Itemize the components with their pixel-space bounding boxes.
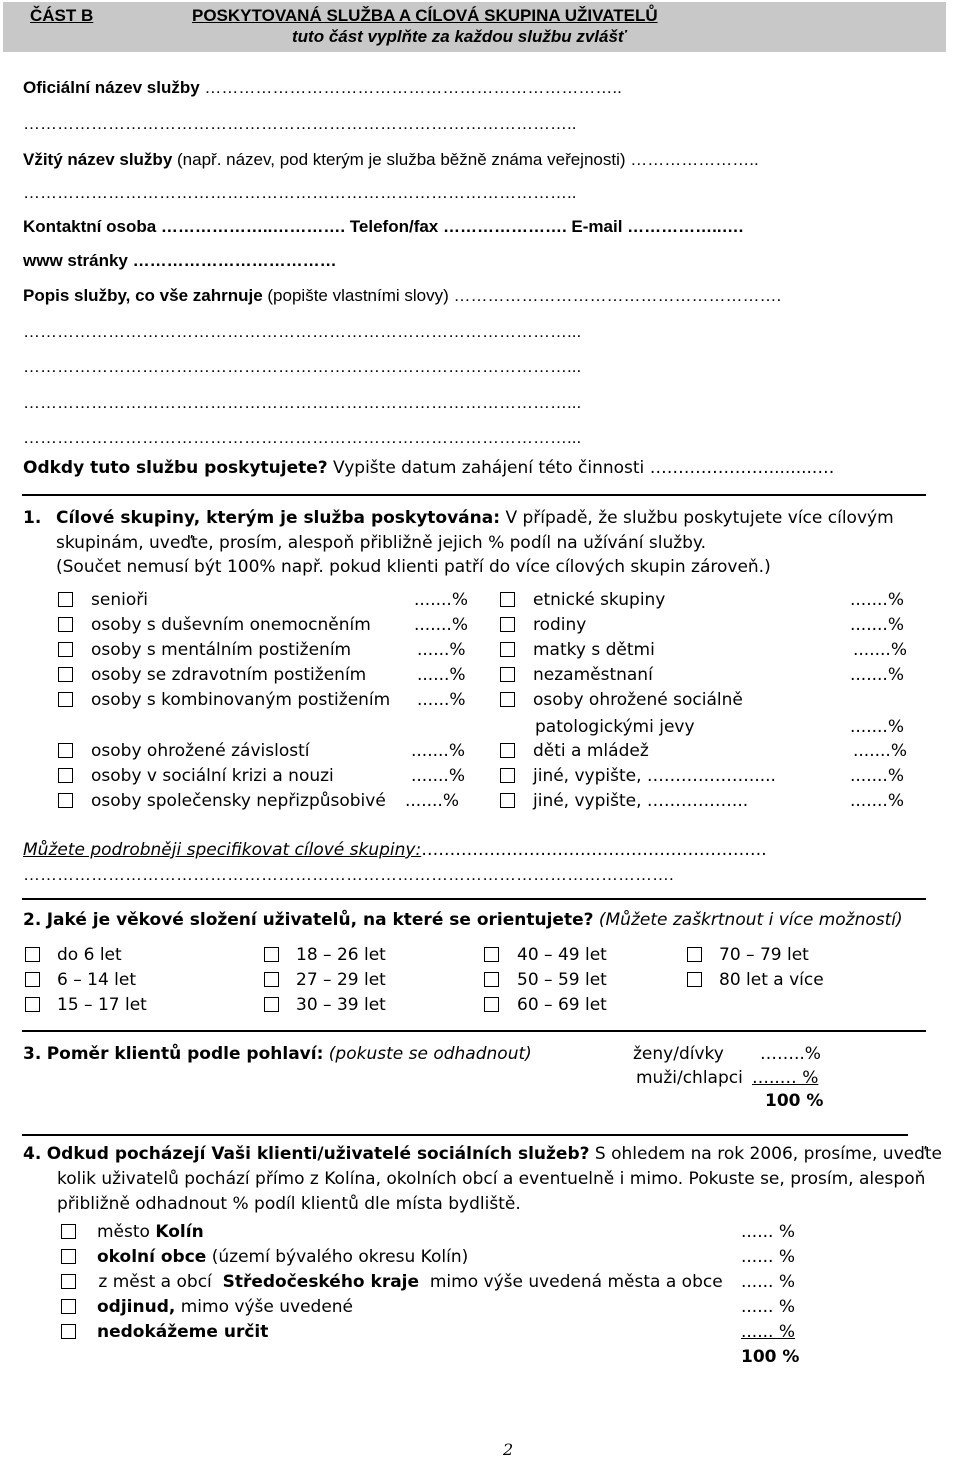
q1-text-1: V případě, že službu poskytujete více cílovým bbox=[505, 508, 894, 528]
target-group-percent[interactable]: .......% bbox=[411, 741, 465, 761]
target-group-label: nezaměstnaní bbox=[533, 665, 653, 685]
checkbox[interactable] bbox=[687, 972, 702, 987]
specify-row bbox=[23, 840, 767, 860]
description-hint: (popište vlastními slovy) bbox=[267, 286, 449, 305]
origin-percent[interactable]: ...... % bbox=[741, 1222, 795, 1242]
origin-text: z měst a obcí bbox=[93, 1272, 223, 1292]
divider bbox=[22, 898, 926, 900]
age-option: 27 – 29 let bbox=[296, 970, 386, 990]
target-group-label[interactable]: jiné, vypište, ………………..... bbox=[533, 766, 776, 786]
origin-emphasis: odjinud, bbox=[97, 1297, 176, 1317]
official-name-field[interactable]: ……………………………………………………………….. bbox=[204, 78, 622, 97]
specify-field-continuation[interactable]: ……………………………………………………………………………………………………. bbox=[23, 865, 674, 884]
target-group-label: osoby v sociální krizi a nouzi bbox=[91, 766, 334, 786]
checkbox[interactable] bbox=[264, 997, 279, 1012]
description-line[interactable]: ……………………………………………………………………………………... bbox=[23, 357, 582, 376]
age-option: 60 – 69 let bbox=[517, 995, 607, 1015]
target-group-percent[interactable]: .......% bbox=[850, 665, 904, 685]
target-group-percent[interactable]: .......% bbox=[414, 615, 468, 635]
page-number: 2 bbox=[503, 1440, 514, 1459]
age-option: 6 – 14 let bbox=[57, 970, 137, 990]
checkbox[interactable] bbox=[264, 972, 279, 987]
checkbox[interactable] bbox=[58, 793, 73, 808]
checkbox[interactable] bbox=[264, 947, 279, 962]
description-line[interactable]: ……………………………………………………………………………………... bbox=[23, 428, 582, 447]
q3-hint: (pokuste se odhadnout) bbox=[328, 1044, 532, 1064]
q1-number: 1. bbox=[23, 508, 42, 528]
target-group-percent[interactable]: .......% bbox=[405, 791, 459, 811]
origin-percent[interactable]: ...... % bbox=[741, 1297, 795, 1317]
origin-label bbox=[97, 1222, 204, 1242]
checkbox[interactable] bbox=[500, 642, 515, 657]
section-subtitle: tuto část vyplňte za každou službu zvlášť bbox=[292, 27, 627, 46]
used-name-hint: (např. název, pod kterým je služba běžně známa veřejnosti) bbox=[177, 150, 626, 169]
checkbox[interactable] bbox=[25, 997, 40, 1012]
target-group-label: děti a mládež bbox=[533, 741, 649, 761]
www-row[interactable]: www stránky ……………………………… bbox=[23, 251, 337, 270]
checkbox[interactable] bbox=[58, 667, 73, 682]
target-group-label: osoby s duševním onemocněním bbox=[91, 615, 371, 635]
official-name-label: Oficiální název služby bbox=[23, 78, 200, 97]
origin-emphasis: Středočeského kraje bbox=[222, 1272, 420, 1292]
official-name-row bbox=[23, 78, 622, 98]
since-row bbox=[23, 458, 834, 478]
q1-text-3: (Součet nemusí být 100% např. pokud klienti patří do více cílových skupin zároveň.) bbox=[56, 557, 771, 577]
description-row bbox=[23, 286, 781, 306]
checkbox[interactable] bbox=[500, 617, 515, 632]
description-label: Popis služby, co vše zahrnuje bbox=[23, 286, 263, 305]
q4-text-1: S ohledem na rok 2006, prosíme, uveďte bbox=[594, 1144, 943, 1164]
target-group-percent[interactable]: .......% bbox=[853, 640, 907, 660]
target-group-label: osoby s kombinovaným postižením bbox=[91, 690, 391, 710]
target-group-label: etnické skupiny bbox=[533, 590, 666, 610]
checkbox[interactable] bbox=[484, 972, 499, 987]
q4-text-3: přibližně odhadnout % podíl klientů dle místa bydliště. bbox=[57, 1194, 521, 1214]
checkbox[interactable] bbox=[61, 1249, 76, 1264]
used-name-continuation[interactable]: …………………………………………………………………………………….. bbox=[23, 183, 577, 202]
since-field[interactable]: ………………….........… bbox=[649, 458, 835, 478]
q4-title: Odkud pocházejí Vaši klienti/uživatelé sociálních služeb? bbox=[46, 1144, 590, 1164]
women-value[interactable]: ……..% bbox=[760, 1044, 821, 1064]
origin-emphasis: nedokážeme určit bbox=[97, 1322, 269, 1342]
checkbox[interactable] bbox=[61, 1274, 76, 1289]
checkbox[interactable] bbox=[687, 947, 702, 962]
checkbox[interactable] bbox=[61, 1324, 76, 1339]
age-option: 70 – 79 let bbox=[719, 945, 809, 965]
used-name-label: Vžitý název služby bbox=[23, 150, 173, 169]
target-group-label: osoby ohrožené závislostí bbox=[91, 741, 310, 761]
q3-title: Poměr klientů podle pohlaví: bbox=[46, 1044, 324, 1064]
q1-text-2: skupinám, uveďte, prosím, alespoň přibližně jejich % podíl na užívání služby. bbox=[56, 533, 706, 553]
target-group-label[interactable]: jiné, vypište, ……………... bbox=[533, 791, 749, 811]
women-label: ženy/dívky bbox=[633, 1044, 724, 1064]
target-group-label: osoby se zdravotním postižením bbox=[91, 665, 367, 685]
q3-total: 100 % bbox=[765, 1091, 824, 1111]
q4-number: 4. bbox=[23, 1144, 42, 1164]
q2-number: 2. bbox=[23, 910, 42, 930]
origin-emphasis: Kolín bbox=[155, 1222, 204, 1242]
target-group-percent[interactable]: ......% bbox=[417, 640, 466, 660]
origin-label bbox=[93, 1272, 723, 1292]
checkbox[interactable] bbox=[484, 947, 499, 962]
divider bbox=[22, 1134, 908, 1136]
age-option: 40 – 49 let bbox=[517, 945, 607, 965]
target-group-label: matky s dětmi bbox=[533, 640, 655, 660]
target-group-percent[interactable]: .......% bbox=[850, 791, 904, 811]
target-group-label: osoby s mentálním postižením bbox=[91, 640, 352, 660]
q3-number: 3. bbox=[23, 1044, 42, 1064]
section-title: POSKYTOVANÁ SLUŽBA A CÍLOVÁ SKUPINA UŽIVATELŮ bbox=[192, 6, 658, 25]
origin-percent[interactable]: ...... % bbox=[741, 1247, 795, 1267]
q1-title: Cílové skupiny, kterým je služba poskytována: bbox=[56, 508, 501, 528]
since-label: Odkdy tuto službu poskytujete? bbox=[23, 458, 328, 478]
used-name-row bbox=[23, 150, 759, 170]
origin-text: (území bývalého okresu Kolín) bbox=[206, 1247, 469, 1267]
target-group-label: osoby společensky nepřizpůsobivé bbox=[91, 791, 386, 811]
target-group-label-continuation: patologickými jevy bbox=[535, 717, 695, 737]
q2-title: Jaké je věkové složení uživatelů, na které se orientujete? bbox=[46, 910, 594, 930]
target-group-percent[interactable]: ......% bbox=[417, 690, 466, 710]
q4-text-2: kolik uživatelů pochází přímo z Kolína, okolních obcí a eventuelně i mimo. Pokuste se, prosím, alespoň bbox=[57, 1169, 926, 1189]
checkbox[interactable] bbox=[58, 768, 73, 783]
official-name-continuation[interactable]: …………………………………………………………………………………….. bbox=[23, 114, 577, 133]
q1-line-1 bbox=[56, 508, 958, 528]
description-line[interactable]: ……………………………………………………………………………………... bbox=[23, 322, 582, 341]
men-label: muži/chlapci bbox=[636, 1068, 743, 1088]
checkbox[interactable] bbox=[500, 592, 515, 607]
description-line[interactable]: ……………………………………………………………………………………... bbox=[23, 393, 582, 412]
checkbox[interactable] bbox=[61, 1299, 76, 1314]
since-hint: Vypište datum zahájení této činnosti bbox=[333, 458, 645, 478]
q2-heading bbox=[23, 910, 903, 930]
age-option: 30 – 39 let bbox=[296, 995, 386, 1015]
origin-label bbox=[97, 1247, 468, 1267]
checkbox[interactable] bbox=[25, 947, 40, 962]
target-group-label: osoby ohrožené sociálně bbox=[533, 690, 743, 710]
checkbox[interactable] bbox=[58, 743, 73, 758]
target-group-percent[interactable]: .......% bbox=[850, 615, 904, 635]
target-group-percent[interactable]: .......% bbox=[411, 766, 465, 786]
origin-text: město bbox=[97, 1222, 156, 1242]
checkbox[interactable] bbox=[58, 592, 73, 607]
divider bbox=[22, 1030, 926, 1032]
checkbox[interactable] bbox=[25, 972, 40, 987]
q4-total: 100 % bbox=[741, 1347, 800, 1367]
checkbox[interactable] bbox=[58, 642, 73, 657]
target-group-label: rodiny bbox=[533, 615, 587, 635]
target-group-percent[interactable]: .......% bbox=[850, 766, 904, 786]
checkbox[interactable] bbox=[500, 743, 515, 758]
men-value[interactable]: …..… % bbox=[752, 1068, 819, 1088]
origin-percent[interactable]: ...... % bbox=[741, 1322, 795, 1342]
target-group-label: senioři bbox=[91, 590, 148, 610]
age-option: 18 – 26 let bbox=[296, 945, 386, 965]
checkbox[interactable] bbox=[58, 617, 73, 632]
specify-field[interactable]: ……………………………………………………. bbox=[421, 840, 767, 860]
checkbox[interactable] bbox=[500, 768, 515, 783]
used-name-field[interactable]: ………………….. bbox=[630, 150, 759, 169]
age-option: 80 let a více bbox=[719, 970, 824, 990]
section-part-label: ČÁST B bbox=[30, 6, 94, 25]
checkbox[interactable] bbox=[500, 793, 515, 808]
contact-row[interactable]: Kontaktní osoba ………………..…………. Telefon/fax …………………. E-mail ……………..…. bbox=[23, 217, 744, 236]
origin-label bbox=[97, 1297, 353, 1317]
age-option: 50 – 59 let bbox=[517, 970, 607, 990]
q3-heading bbox=[23, 1044, 532, 1064]
origin-text: mimo výše uvedená města a obce bbox=[419, 1272, 723, 1292]
specify-label: Můžete podrobněji specifikovat cílové skupiny: bbox=[23, 840, 422, 860]
description-field[interactable]: …………………………………………………. bbox=[453, 286, 782, 305]
q4-heading bbox=[23, 1144, 942, 1164]
age-option: 15 – 17 let bbox=[57, 995, 147, 1015]
age-option: do 6 let bbox=[57, 945, 122, 965]
checkbox[interactable] bbox=[61, 1224, 76, 1239]
checkbox[interactable] bbox=[500, 667, 515, 682]
target-group-percent[interactable]: ......% bbox=[417, 665, 466, 685]
divider bbox=[22, 494, 926, 496]
target-group-percent[interactable]: .......% bbox=[850, 590, 904, 610]
origin-text: mimo výše uvedené bbox=[175, 1297, 354, 1317]
checkbox[interactable] bbox=[500, 692, 515, 707]
target-group-percent[interactable]: .......% bbox=[850, 717, 904, 737]
target-group-percent[interactable]: .......% bbox=[853, 741, 907, 761]
origin-percent[interactable]: ...... % bbox=[741, 1272, 795, 1292]
checkbox[interactable] bbox=[58, 692, 73, 707]
target-group-percent[interactable]: .......% bbox=[414, 590, 468, 610]
origin-label bbox=[97, 1322, 268, 1342]
checkbox[interactable] bbox=[484, 997, 499, 1012]
q2-hint: (Můžete zaškrtnout i více možností) bbox=[598, 910, 903, 930]
origin-emphasis: okolní obce bbox=[97, 1247, 207, 1267]
